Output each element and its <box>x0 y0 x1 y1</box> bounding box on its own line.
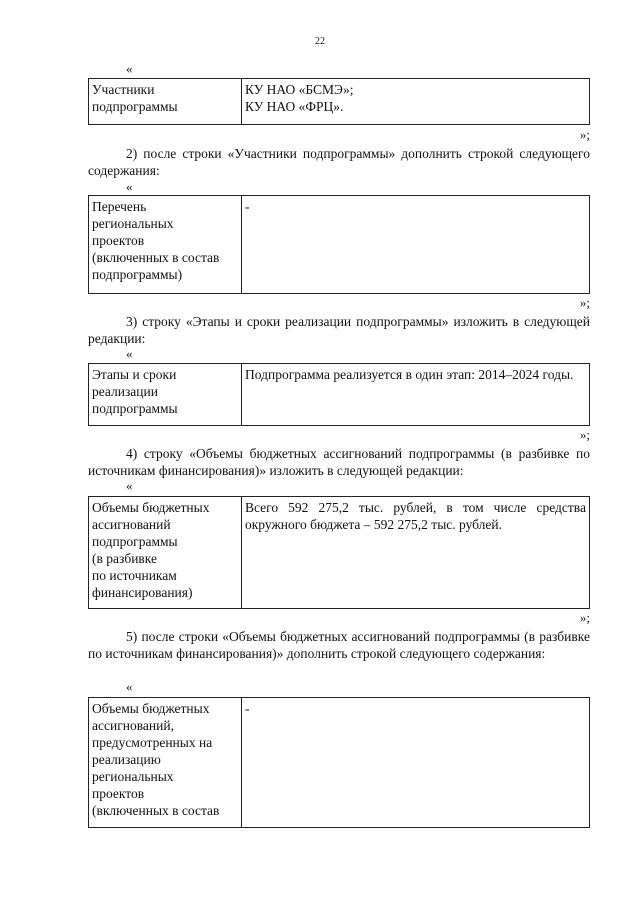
row-label-line: реализации <box>92 384 158 399</box>
row-label-line: по источникам <box>92 568 177 583</box>
instruction-text: 5) после строки «Объемы бюджетных ассигнований подпрограммы (в разбивке по источникам финансирования)» дополнить строкой следующего содержания: <box>88 629 590 661</box>
row-label-line: проектов <box>92 786 145 801</box>
passport-table-regional-projects <box>88 195 590 294</box>
row-label-line: ассигнований <box>92 517 171 532</box>
row-label-line: Объемы бюджетных <box>92 701 210 716</box>
row-label-line: региональных <box>92 216 174 231</box>
row-label-line: подпрограммы <box>92 99 178 114</box>
closing-quote: »; <box>579 127 590 142</box>
closing-quote: »; <box>579 295 590 310</box>
opening-quote: « <box>126 179 133 194</box>
row-label-line: подпрограммы) <box>92 267 183 282</box>
instruction-3 <box>88 313 590 347</box>
instruction-2 <box>88 145 590 179</box>
opening-quote: « <box>126 61 133 76</box>
row-label-line: реализацию <box>92 752 161 767</box>
instruction-text: 4) строку «Объемы бюджетных ассигнований подпрограммы (в разбивке по источникам финансирования)» изложить в следующей редакции: <box>88 446 590 478</box>
row-label-line: ассигнований, <box>92 718 174 733</box>
instruction-5 <box>88 628 590 662</box>
table-row <box>89 79 590 125</box>
row-label-line: Этапы и сроки <box>92 367 177 382</box>
passport-table-budget <box>88 496 590 609</box>
opening-quote: « <box>126 679 133 694</box>
row-value-line: КУ НАО «ФРЦ». <box>245 99 344 114</box>
row-value: Всего 592 275,2 тыс. рублей, в том числе средства окружного бюджета – 592 275,2 тыс. рублей. <box>242 497 590 609</box>
row-label-line: Объемы бюджетных <box>92 500 210 515</box>
row-value-line: - <box>245 199 250 214</box>
instruction-text: 2) после строки «Участники подпрограммы» дополнить строкой следующего содержания: <box>88 146 590 178</box>
row-label <box>89 497 242 609</box>
row-value-line: - <box>245 701 250 716</box>
instruction-4 <box>88 445 590 479</box>
row-label-line: финансирования) <box>92 585 193 600</box>
row-label-line: (включенных в состав <box>92 803 220 818</box>
opening-quote: « <box>126 478 133 493</box>
row-label <box>89 79 242 125</box>
row-label-line: предусмотренных на <box>92 735 213 750</box>
row-label <box>89 364 242 426</box>
row-label <box>89 196 242 294</box>
row-label-line: Участники <box>92 82 155 97</box>
passport-table-participants <box>88 78 590 125</box>
closing-quote: »; <box>579 427 590 442</box>
passport-table-stages <box>88 363 590 426</box>
opening-quote: « <box>126 346 133 361</box>
closing-quote: »; <box>579 610 590 625</box>
row-value <box>242 196 590 294</box>
row-label-line: (включенных в состав <box>92 250 220 265</box>
row-label-line: региональных <box>92 769 174 784</box>
row-label-line: Перечень <box>92 199 147 214</box>
table-row <box>89 364 590 426</box>
table-row <box>89 196 590 294</box>
row-value-line: КУ НАО «БСМЭ»; <box>245 82 354 97</box>
row-label-line: подпрограммы <box>92 401 178 416</box>
row-label-line: (в разбивке <box>92 551 158 566</box>
table-row <box>89 497 590 609</box>
page-number: 22 <box>315 36 325 47</box>
row-label-line: проектов <box>92 233 145 248</box>
row-value <box>242 79 590 125</box>
instruction-text: 3) строку «Этапы и сроки реализации подпрограммы» изложить в следующей редакции: <box>88 314 590 346</box>
row-value <box>242 698 590 828</box>
row-label <box>89 698 242 828</box>
table-row <box>89 698 590 828</box>
passport-table-regional-budget <box>88 697 590 828</box>
row-label-line: подпрограммы <box>92 534 178 549</box>
row-value: Подпрограмма реализуется в один этап: 2014–2024 годы. <box>242 364 590 426</box>
